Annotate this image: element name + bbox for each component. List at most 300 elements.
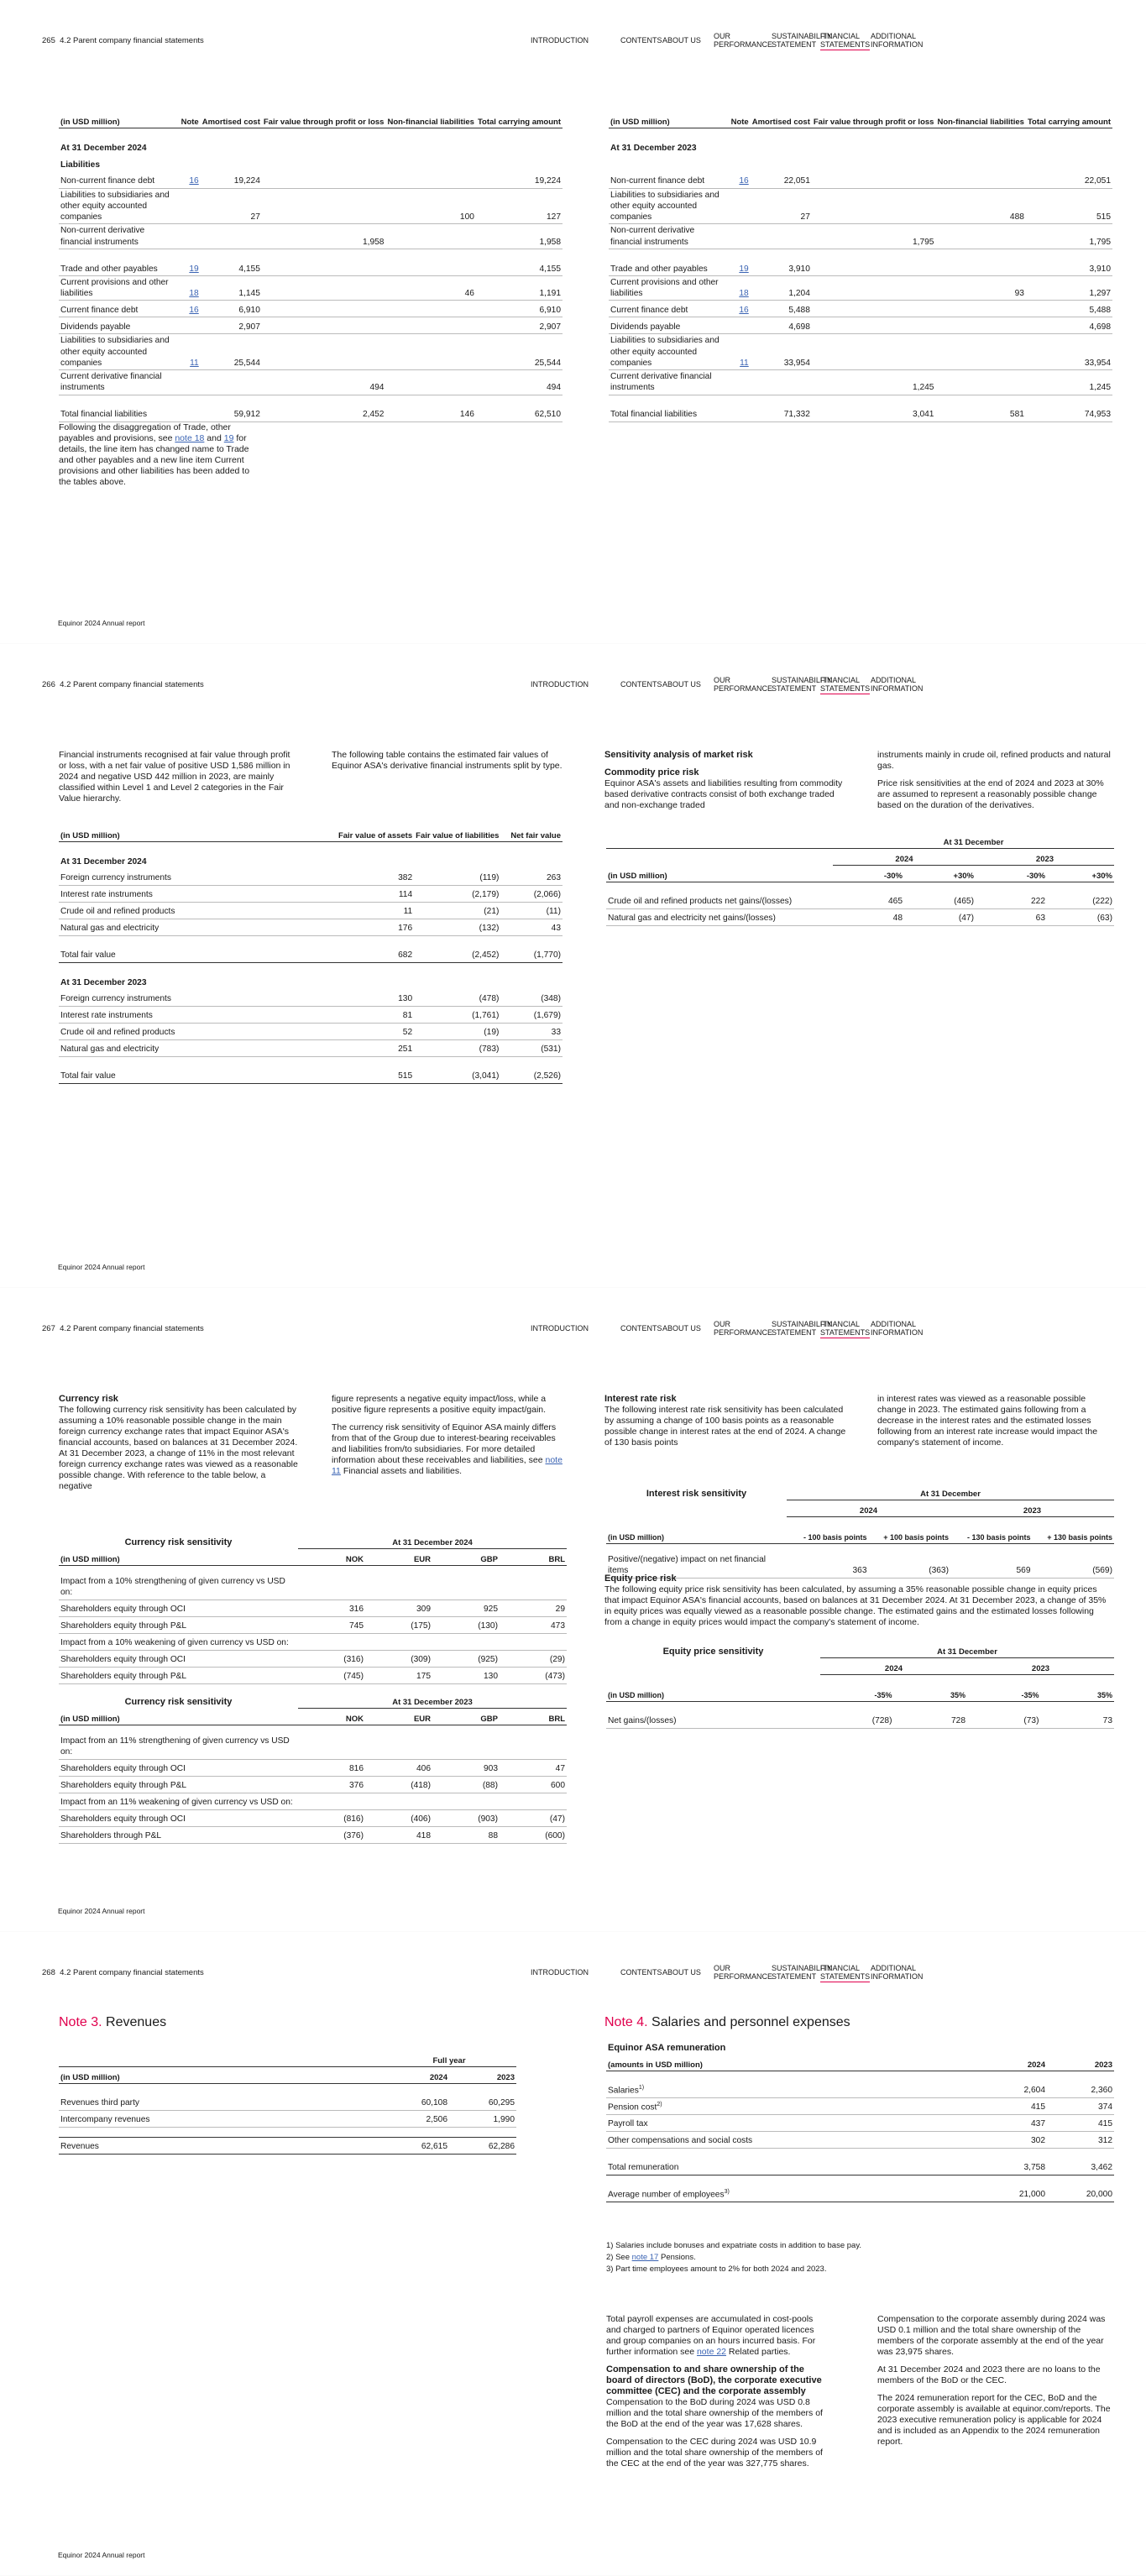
table-cell: At 31 December 2024: [60, 143, 147, 153]
currency-risk-text-2: figure represents a negative equity impact/loss, while a positive figure represents a positive equity impact/gain. The currency risk sensitivity of Equinor ASA mainly differs from that of the Group due to interest-bearing receivables and liabilities from/to subsidiaries. For more detailed information about these receivables and liabilities, see note 11 Financial assets and liabilities.: [332, 1394, 563, 1476]
table-cell: Note: [725, 111, 750, 128]
table-cell: 100: [385, 188, 475, 224]
table-cell: (925): [432, 1650, 500, 1667]
table-cell: 35%: [1041, 1684, 1115, 1701]
table-cell: [262, 275, 386, 301]
table-cell: Impact from a 10% strengthening of given currency vs USD on:: [59, 1575, 298, 1600]
table-cell: (348): [500, 989, 563, 1006]
table-cell: Trade and other payables: [609, 259, 725, 275]
table-row: [606, 882, 1114, 892]
nav-introduction[interactable]: INTRODUCTION: [531, 1968, 589, 1977]
table-cell: 25,544: [201, 334, 262, 370]
table-cell: 130: [432, 1667, 500, 1683]
table-cell: - 100 basis points: [787, 1526, 869, 1543]
table-cell: Current derivative financial instruments: [59, 370, 175, 395]
liabilities-table-2024: [59, 111, 563, 422]
table-row: [606, 1641, 1114, 1657]
table-cell: Pension cost$^{2)}$: [606, 2097, 980, 2114]
table-cell: 4,155: [201, 259, 262, 275]
table-row: [609, 171, 1112, 188]
nav-label-line: ADDITIONAL: [871, 1964, 917, 1972]
table-row: [609, 317, 1112, 334]
total-row: [59, 2137, 516, 2154]
table-row: [59, 902, 563, 919]
nav-label-line: STATEMENTS: [820, 684, 871, 693]
table-cell: 1,795: [812, 224, 936, 249]
table-row: [606, 2081, 1114, 2097]
employees-row: [606, 2185, 1114, 2202]
table-cell: 22,051: [1026, 171, 1112, 188]
nav-financial-statements[interactable]: [820, 1964, 870, 1982]
table-cell: NOK: [298, 1708, 365, 1725]
note-link[interactable]: 16: [189, 306, 199, 315]
nav-additional-information[interactable]: [871, 1320, 923, 1337]
table-cell: [935, 334, 1025, 370]
table-cell: 1,958: [262, 224, 386, 249]
table-cell: [751, 370, 812, 395]
table-cell: - 130 basis points: [950, 1526, 1033, 1543]
table-structure: [59, 2093, 516, 2154]
table-cell: GBP: [432, 1548, 500, 1565]
table-row: [59, 395, 563, 405]
note-link[interactable]: 11: [740, 358, 749, 368]
table-row: [606, 2114, 1114, 2131]
table-cell: Fair value through profit or loss: [262, 111, 386, 128]
table-cell: [935, 317, 1025, 334]
table-row: [59, 275, 563, 301]
table-cell: 62,615: [382, 2137, 449, 2154]
table-row: [59, 841, 563, 851]
table-cell: [725, 334, 750, 370]
table-cell: (473): [500, 1667, 567, 1683]
total-row: [59, 945, 563, 962]
table-row: [609, 249, 1112, 259]
table-cell: (11): [500, 902, 563, 919]
table-cell: 48: [833, 908, 904, 925]
table-cell: 63: [976, 908, 1047, 925]
table-row: [606, 2175, 1114, 2185]
table-row: [59, 2110, 516, 2127]
note-link[interactable]: 19: [739, 264, 749, 274]
table-row: [59, 1633, 567, 1650]
nav-label-line: STATEMENT: [772, 1972, 817, 1981]
table-cell: Natural gas and electricity: [59, 919, 337, 935]
table-cell: (29): [500, 1650, 567, 1667]
note-3-title: Note 3. Revenues: [59, 2015, 167, 2029]
table-cell: 418: [365, 1826, 432, 1843]
nav-about-us[interactable]: ABOUT US: [662, 1324, 701, 1333]
table-row: [609, 154, 1112, 171]
table-cell: 93: [935, 275, 1025, 301]
table-cell: 5,488: [751, 301, 812, 317]
table-cell: Positive/(negative) impact on net financial items: [606, 1553, 787, 1578]
table-row: [59, 1565, 567, 1575]
table-structure: [609, 111, 1112, 171]
table-cell: [606, 1516, 1114, 1526]
table-cell: 88: [432, 1826, 500, 1843]
table-row: [59, 989, 563, 1006]
table-cell: [298, 1633, 365, 1650]
table-cell: GBP: [432, 1708, 500, 1725]
table-cell: +30%: [1047, 865, 1114, 882]
table-cell: (478): [414, 989, 500, 1006]
table-cell: Intercompany revenues: [59, 2110, 382, 2127]
table-cell: (316): [298, 1650, 365, 1667]
table-cell: Payroll tax: [606, 2114, 980, 2131]
table-cell: [59, 2050, 382, 2066]
page-header: [42, 1317, 1114, 1343]
table-cell: Current derivative financial instruments: [609, 370, 725, 395]
table-structure: [59, 2050, 516, 2093]
table-cell: 2,452: [262, 405, 386, 421]
table-row: [59, 224, 563, 249]
table-cell: (in USD million): [59, 2066, 382, 2083]
table-cell: 6,910: [201, 301, 262, 317]
table-row: [59, 259, 563, 275]
table-cell: Impact from a 10% weakening of given currency vs USD on:: [59, 1633, 298, 1650]
nav-label-line: OUR: [714, 32, 730, 40]
table-row: [59, 2093, 516, 2110]
table-cell: -30%: [833, 865, 904, 882]
table-cell: [59, 1056, 563, 1066]
table-cell: 473: [500, 1616, 567, 1633]
table-cell: [725, 171, 750, 188]
footer: Equinor 2024 Annual report: [58, 1906, 145, 1915]
table-cell: [59, 2127, 516, 2137]
note-17-link[interactable]: note 17: [631, 2253, 659, 2262]
table-cell: Current provisions and other liabilities: [609, 275, 725, 301]
nav-label-line: FINANCIAL: [820, 1320, 861, 1328]
note-link[interactable]: 18: [739, 289, 749, 298]
table-cell: (in USD million): [59, 825, 337, 841]
table-cell: (531): [500, 1039, 563, 1056]
table-structure: [59, 111, 563, 171]
table-cell: Total financial liabilities: [609, 405, 725, 421]
table-cell: [175, 405, 200, 421]
table-cell: 25,544: [476, 334, 563, 370]
table-row: [59, 1809, 567, 1826]
table-row: [59, 1548, 567, 1565]
table-cell: 46: [385, 275, 475, 301]
table-row: [59, 301, 563, 317]
table-cell: 62,510: [476, 405, 563, 421]
table-structure: [606, 2037, 1114, 2081]
table-row: [606, 831, 1114, 848]
table-row: [59, 1735, 567, 1759]
table-cell: At 31 December 2023: [610, 143, 697, 153]
table-row: [606, 1701, 1114, 1711]
table-cell: (73): [967, 1711, 1041, 1728]
table-cell: Liabilities to subsidiaries and other equity accounted companies: [59, 334, 175, 370]
table-cell: [385, 259, 475, 275]
total-row: [606, 2158, 1114, 2175]
table-cell: 27: [201, 188, 262, 224]
nav-contents[interactable]: CONTENTS: [620, 36, 662, 45]
table-cell: Full year: [382, 2050, 516, 2066]
nav-contents[interactable]: CONTENTS: [620, 1324, 662, 1333]
table-cell: Dividends payable: [59, 317, 175, 334]
note-link[interactable]: 16: [189, 176, 199, 186]
table-cell: Interest risk sensitivity: [646, 1489, 747, 1499]
table-cell: At 31 December: [787, 1483, 1114, 1500]
table-row: [59, 2066, 516, 2083]
table-cell: Total carrying amount: [1026, 111, 1112, 128]
table-cell: Liabilities to subsidiaries and other equity accounted companies: [609, 188, 725, 224]
nav-label-line: SUSTAINABILITY: [772, 1320, 832, 1328]
table-cell: 11: [337, 902, 414, 919]
nav-financial-statements[interactable]: [820, 676, 870, 694]
nav-contents[interactable]: CONTENTS: [620, 680, 662, 689]
nav-label-line: STATEMENTS: [820, 1328, 871, 1337]
nav-label-line: SUSTAINABILITY: [772, 676, 832, 684]
table-cell: 581: [935, 405, 1025, 421]
nav-about-us[interactable]: ABOUT US: [662, 36, 701, 45]
payroll-text: Total payroll expenses are accumulated in cost-pools and charged to partners of Equinor operated licences and group companies on an hours incurred basis. For further information see note 22 Related parties. Compensation to and share ownership of the board of directors (BoD), the corporate executive committee (CEC) and the corporate assembly Compensation to the BoD during 2024 was USD 0.8 million and the total share ownership of the members of the BoD at the end of the year was 17,628 shares. Compensation to the CEC during 2024 was USD 10.9 million and the total share ownership of the members of the CEC at the end of the year was 327,775 shares.: [606, 2314, 823, 2469]
table-cell: 2023: [976, 848, 1114, 865]
table-cell: (amounts in USD million): [606, 2054, 980, 2071]
table-cell: Liabilities to subsidiaries and other equity accounted companies: [59, 188, 175, 224]
fair-value-table: [59, 825, 563, 1084]
nav-our-performance[interactable]: [714, 1964, 772, 1981]
table-cell: 382: [337, 868, 414, 885]
nav-contents[interactable]: CONTENTS: [620, 1968, 662, 1977]
table-cell: Currency risk sensitivity: [124, 1697, 233, 1707]
table-cell: Amortised cost: [201, 111, 262, 128]
note-11-link[interactable]: note 11: [332, 1455, 563, 1476]
nav-financial-statements[interactable]: [820, 1320, 870, 1338]
top-nav: [531, 1961, 1114, 1987]
note-18-link[interactable]: note 18: [175, 433, 205, 443]
note-link[interactable]: 18: [189, 289, 199, 298]
table-cell: 175: [365, 1667, 432, 1683]
table-cell: [365, 1735, 432, 1759]
table-cell: [606, 1674, 1114, 1684]
nav-introduction[interactable]: INTRODUCTION: [531, 36, 589, 45]
table-row: [59, 1600, 567, 1616]
table-cell: 2023: [950, 1500, 1114, 1516]
page-266: [0, 644, 1146, 1288]
nav-label-line: OUR: [714, 676, 730, 684]
nav-about-us[interactable]: ABOUT US: [662, 1968, 701, 1977]
commodity-sensitivity-table: [606, 831, 1114, 926]
table-cell: 3,910: [1026, 259, 1112, 275]
table-row: [609, 111, 1112, 128]
table-cell: (130): [432, 1616, 500, 1633]
nav-additional-information[interactable]: [871, 676, 923, 693]
table-cell: 71,332: [751, 405, 812, 421]
table-structure: [59, 171, 563, 421]
note-link[interactable]: 16: [739, 306, 749, 315]
table-cell: 73: [1041, 1711, 1115, 1728]
remuneration-footnotes: 1) Salaries include bonuses and expatriate costs in addition to base pay. 2) See note 17 Pensions. 3) Part time employees amount to 2% for both 2024 and 2023.: [606, 2241, 862, 2274]
note-link[interactable]: 11: [190, 358, 199, 368]
table-cell: [385, 171, 475, 188]
table-cell: (in USD million): [606, 1526, 787, 1543]
table-cell: 21,000: [980, 2185, 1047, 2202]
table-cell: (745): [298, 1667, 365, 1683]
table-row: [609, 334, 1112, 370]
table-cell: [606, 1657, 820, 1674]
nav-about-us[interactable]: ABOUT US: [662, 680, 701, 689]
nav-our-performance[interactable]: [714, 32, 772, 49]
table-row: [606, 2097, 1114, 2114]
note-link[interactable]: 19: [189, 264, 199, 274]
footer: Equinor 2024 Annual report: [58, 1262, 145, 1271]
table-cell: Liabilities to subsidiaries and other equity accounted companies: [609, 334, 725, 370]
table-row: [59, 825, 563, 841]
nav-label-line: STATEMENT: [772, 684, 817, 693]
nav-label-line: ADDITIONAL: [871, 1320, 917, 1328]
table-row: [606, 848, 1114, 865]
table-cell: [298, 1735, 365, 1759]
table-cell: 27: [751, 188, 812, 224]
table-structure: 3): [724, 2188, 730, 2195]
table-cell: 222: [976, 892, 1047, 908]
table-row: [609, 275, 1112, 301]
table-cell: 903: [432, 1759, 500, 1776]
table-cell: BRL: [500, 1548, 567, 1565]
table-cell: [606, 2175, 1114, 2185]
table-cell: [609, 128, 1112, 138]
table-row: [606, 1500, 1114, 1516]
table-row: [606, 1674, 1114, 1684]
table-cell: (465): [904, 892, 976, 908]
table-cell: 146: [385, 405, 475, 421]
table-cell: 2,360: [1047, 2081, 1114, 2097]
table-cell: 1,191: [476, 275, 563, 301]
table-cell: [175, 334, 200, 370]
table-cell: At 31 December 2024: [298, 1531, 567, 1548]
nav-introduction[interactable]: INTRODUCTION: [531, 680, 589, 689]
table-row: [59, 2083, 516, 2093]
table-cell: Equinor ASA remuneration: [608, 2043, 726, 2053]
nav-label-line: FINANCIAL: [820, 32, 861, 40]
table-cell: [432, 1735, 500, 1759]
currency-sensitivity-2024: [59, 1531, 567, 1684]
table-cell: (418): [365, 1776, 432, 1793]
table-row: [59, 1650, 567, 1667]
table-cell: (222): [1047, 892, 1114, 908]
nav-introduction[interactable]: INTRODUCTION: [531, 1324, 589, 1333]
table-cell: [365, 1793, 432, 1809]
table-cell: (in USD million): [609, 111, 725, 128]
total-row: [59, 1066, 563, 1083]
nav-label-line: ADDITIONAL: [871, 32, 917, 40]
table-cell: 316: [298, 1600, 365, 1616]
table-cell: Non-current derivative financial instruments: [609, 224, 725, 249]
table-row: [606, 1657, 1114, 1674]
table-cell: (21): [414, 902, 500, 919]
table-cell: 251: [337, 1039, 414, 1056]
table-cell: Fair value through profit or loss: [812, 111, 936, 128]
top-nav: [531, 29, 1114, 55]
commodity-text: instruments mainly in crude oil, refined products and natural gas. Price risk sensitivities at the end of 2024 and 2023 at 30% are assumed to represent a reasonably possible change based on the duration of the derivatives.: [877, 750, 1111, 810]
nav-additional-information[interactable]: [871, 32, 923, 49]
table-row: [59, 2050, 516, 2066]
currency-risk-text: Currency risk The following currency risk sensitivity has been calculated by assuming a 10% reasonable possible change in the main foreign currency exchange rates that impact Equinor ASA's financial accounts, based on balances at 31 December 2024. At 31 December 2023, a change of 11% in the most relevant foreign currency exchange rates was viewed as a reasonable possible change. With reference to the table below, a negative: [59, 1394, 298, 1491]
table-row: [609, 395, 1112, 405]
page-header: [42, 1961, 1114, 1987]
note-19-link[interactable]: 19: [223, 433, 234, 443]
table-cell: Dividends payable: [609, 317, 725, 334]
table-cell: [59, 128, 563, 138]
table-cell: [385, 317, 475, 334]
table-row: [59, 1708, 567, 1725]
table-row: [59, 1725, 567, 1735]
table-cell: (406): [365, 1809, 432, 1826]
table-cell: Non-current finance debt: [59, 171, 175, 188]
table-cell: Interest rate instruments: [59, 1006, 337, 1023]
table-cell: -35%: [820, 1684, 894, 1701]
table-cell: [262, 188, 386, 224]
table-cell: Current provisions and other liabilities: [59, 275, 175, 301]
table-cell: 302: [980, 2131, 1047, 2148]
table-cell: Shareholders through P&L: [59, 1826, 298, 1843]
table-cell: 309: [365, 1600, 432, 1616]
table-cell: Average number of employees$^{3)}$: [606, 2185, 980, 2202]
table-cell: [812, 171, 936, 188]
table-cell: Equity price sensitivity: [662, 1647, 764, 1657]
nav-additional-information[interactable]: [871, 1964, 923, 1981]
note-22-link[interactable]: note 22: [696, 2347, 727, 2357]
table-cell: At 31 December 2024: [60, 856, 147, 867]
table-cell: Net fair value: [500, 825, 563, 841]
table-cell: (in USD million): [59, 111, 175, 128]
table-cell: [725, 301, 750, 317]
nav-our-performance[interactable]: [714, 1320, 772, 1337]
table-cell: 494: [262, 370, 386, 395]
table-cell: [935, 301, 1025, 317]
table-cell: Total financial liabilities: [59, 405, 175, 421]
table-cell: 1,245: [1026, 370, 1112, 395]
table-cell: (in USD million): [59, 1548, 298, 1565]
table-row: [606, 1543, 1114, 1553]
note-link[interactable]: 16: [739, 176, 749, 186]
table-cell: 745: [298, 1616, 365, 1633]
table-cell: [201, 370, 262, 395]
table-cell: 4,155: [476, 259, 563, 275]
table-cell: 415: [1047, 2114, 1114, 2131]
table-cell: [262, 171, 386, 188]
page-265: [0, 0, 1146, 644]
table-cell: [59, 1725, 567, 1735]
table-cell: 1,990: [449, 2110, 516, 2127]
nav-label-line: OUR: [714, 1320, 730, 1328]
table-cell: 415: [980, 2097, 1047, 2114]
table-cell: 363: [787, 1553, 869, 1578]
table-cell: 22,051: [751, 171, 812, 188]
table-row: [59, 1056, 563, 1066]
nav-label-line: OUR: [714, 1964, 730, 1972]
table-row: [606, 1684, 1114, 1701]
table-cell: + 130 basis points: [1033, 1526, 1115, 1543]
table-cell: 2,506: [382, 2110, 449, 2127]
nav-financial-statements[interactable]: [820, 32, 870, 50]
table-cell: 19,224: [201, 171, 262, 188]
table-cell: (600): [500, 1826, 567, 1843]
table-cell: [500, 1793, 567, 1809]
table-row: [609, 128, 1112, 138]
table-cell: [365, 1575, 432, 1600]
table-row: [59, 851, 563, 868]
interest-rate-text: Interest rate risk The following interest rate risk sensitivity has been calculated by assuming a change of 100 basis points as a reasonable possible change in interest rates at the end of 2024. A change of 130 basis points: [604, 1394, 846, 1448]
nav-our-performance[interactable]: [714, 676, 772, 693]
table-cell: 62,286: [449, 2137, 516, 2154]
total-row: [609, 405, 1112, 421]
table-row: [59, 154, 563, 171]
table-cell: 374: [1047, 2097, 1114, 2114]
table-row: [609, 224, 1112, 249]
